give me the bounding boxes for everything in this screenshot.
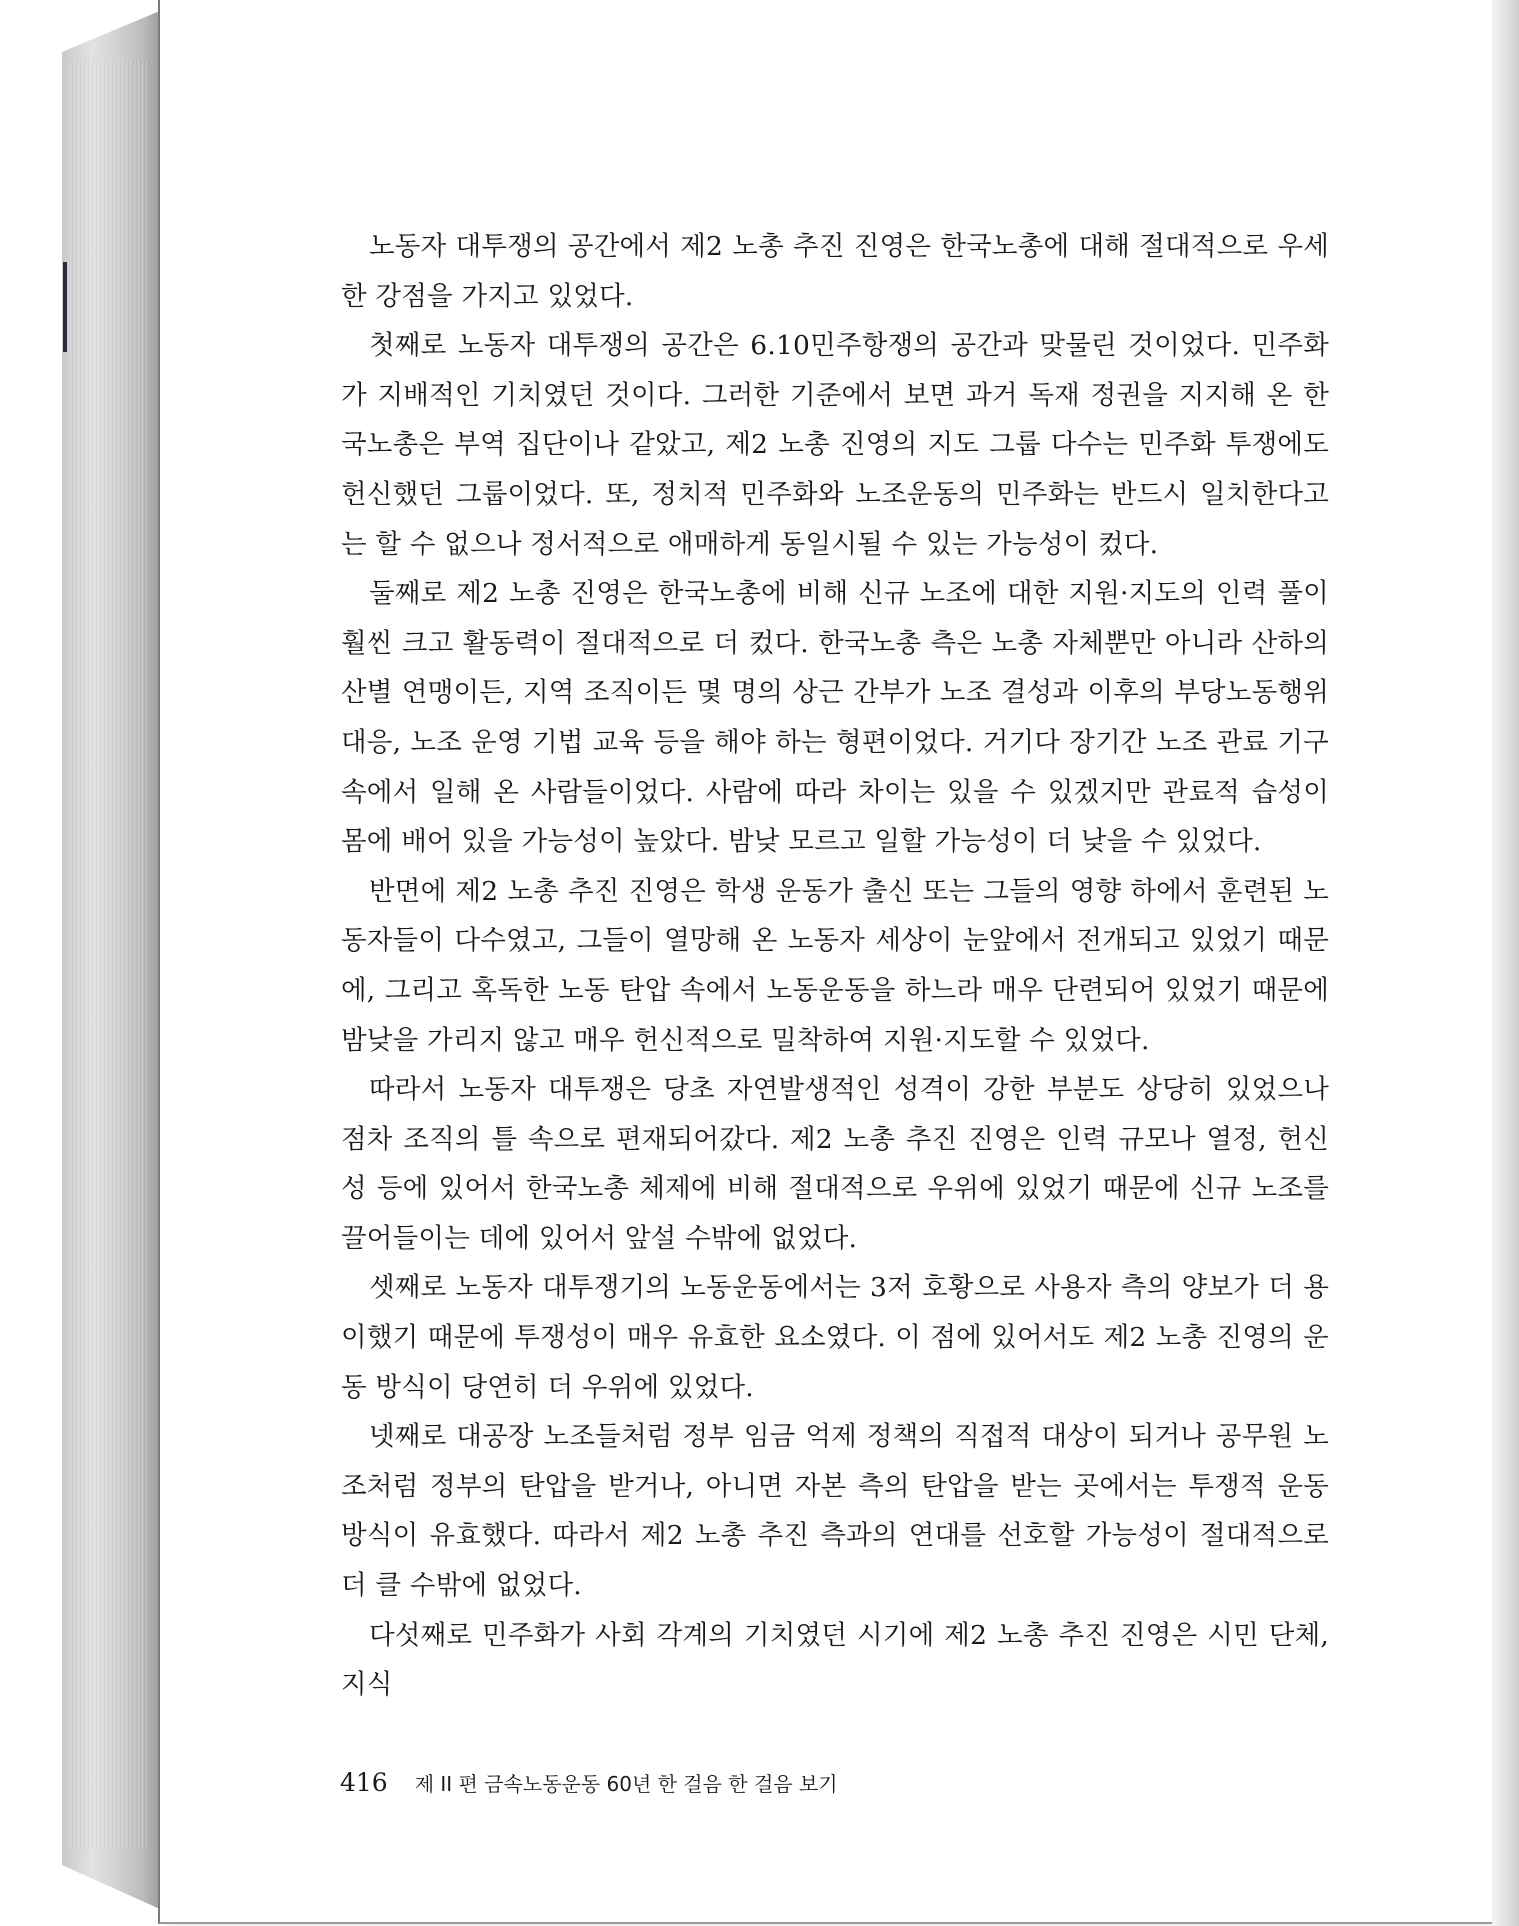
bookmark-ribbon (63, 262, 67, 352)
page-number: 416 (340, 1768, 388, 1797)
page-fold-shadow (1492, 0, 1519, 1926)
paragraph: 둘째로 제2 노총 진영은 한국노총에 비해 신규 노조에 대한 지원·지도의 인력 풀이 훨씬 크고 활동력이 절대적으로 더 컸다. 한국노총 측은 노총 자체뿐만 아니라 산하의 산별 연맹이든, 지역 조직이든 몇 명의 상근 간부가 노조 결성과 이후의 부당노동행위 대응, 노조 운영 기법 교육 등을 해야 하는 형편이었다. 거기다 장기간 노조 관료 기구 속에서 일해 온 사람들이었다. 사람에 따라 차이는 있을 수 있겠지만 관료적 습성이 몸에 배어 있을 가능성이 높았다. 밤낮 모르고 일할 가능성이 더 낮을 수 있었다. (341, 578, 1329, 858)
paragraph: 반면에 제2 노총 추진 진영은 학생 운동가 출신 또는 그들의 영향 하에서 훈련된 노동자들이 다수였고, 그들이 열망해 온 노동자 세상이 눈앞에서 전개되고 있었기 때문에, 그리고 혹독한 노동 탄압 속에서 노동운동을 하느라 매우 단련되어 있었기 때문에 밤낮을 가리지 않고 매우 헌신적으로 밀착하여 지원·지도할 수 있었다. (341, 875, 1329, 1056)
body-text (341, 222, 1329, 1710)
paragraph: 따라서 노동자 대투쟁은 당초 자연발생적인 성격이 강한 부분도 상당히 있었으나 점차 조직의 틀 속으로 편재되어갔다. 제2 노총 추진 진영은 인력 규모나 열정, 헌신성 등에 있어서 한국노총 체제에 비해 절대적으로 우위에 있었기 때문에 신규 노조를 끌어들이는 데에 있어서 앞설 수밖에 없었다. (341, 1074, 1329, 1254)
paragraph: 다섯째로 민주화가 사회 각계의 기치였던 시기에 제2 노총 추진 진영은 시민 단체, 지식 (341, 1619, 1329, 1701)
running-head: 제 II 편 금속노동운동 60년 한 걸음 한 걸음 보기 (414, 1772, 838, 1796)
page-stack-lines (70, 60, 150, 1850)
paragraph: 셋째로 노동자 대투쟁기의 노동운동에서는 3저 호황으로 사용자 측의 양보가 더 용이했기 때문에 투쟁성이 매우 유효한 요소였다. 이 점에 있어서도 제2 노총 진영의 운동 방식이 당연히 더 우위에 있었다. (341, 1272, 1329, 1403)
page-footer (340, 1768, 838, 1797)
paragraph: 넷째로 대공장 노조들처럼 정부 임금 억제 정책의 직접적 대상이 되거나 공무원 노조처럼 정부의 탄압을 받거나, 아니면 자본 측의 탄압을 받는 곳에서는 투쟁적 운동 방식이 유효했다. 따라서 제2 노총 추진 측과의 연대를 선호할 가능성이 절대적으로 더 클 수밖에 없었다. (341, 1421, 1329, 1602)
paragraph: 노동자 대투쟁의 공간에서 제2 노총 추진 진영은 한국노총에 대해 절대적으로 우세한 강점을 가지고 있었다. (341, 231, 1329, 312)
paragraph: 첫째로 노동자 대투쟁의 공간은 6.10민주항쟁의 공간과 맞물린 것이었다. 민주화가 지배적인 기치였던 것이다. 그러한 기준에서 보면 과거 독재 정권을 지지해 온 한국노총은 부역 집단이나 같았고, 제2 노총 진영의 지도 그룹 다수는 민주화 투쟁에도 헌신했던 그룹이었다. 또, 정치적 민주화와 노조운동의 민주화는 반드시 일치한다고는 할 수 없으나 정서적으로 애매하게 동일시될 수 있는 가능성이 컸다. (341, 330, 1329, 560)
